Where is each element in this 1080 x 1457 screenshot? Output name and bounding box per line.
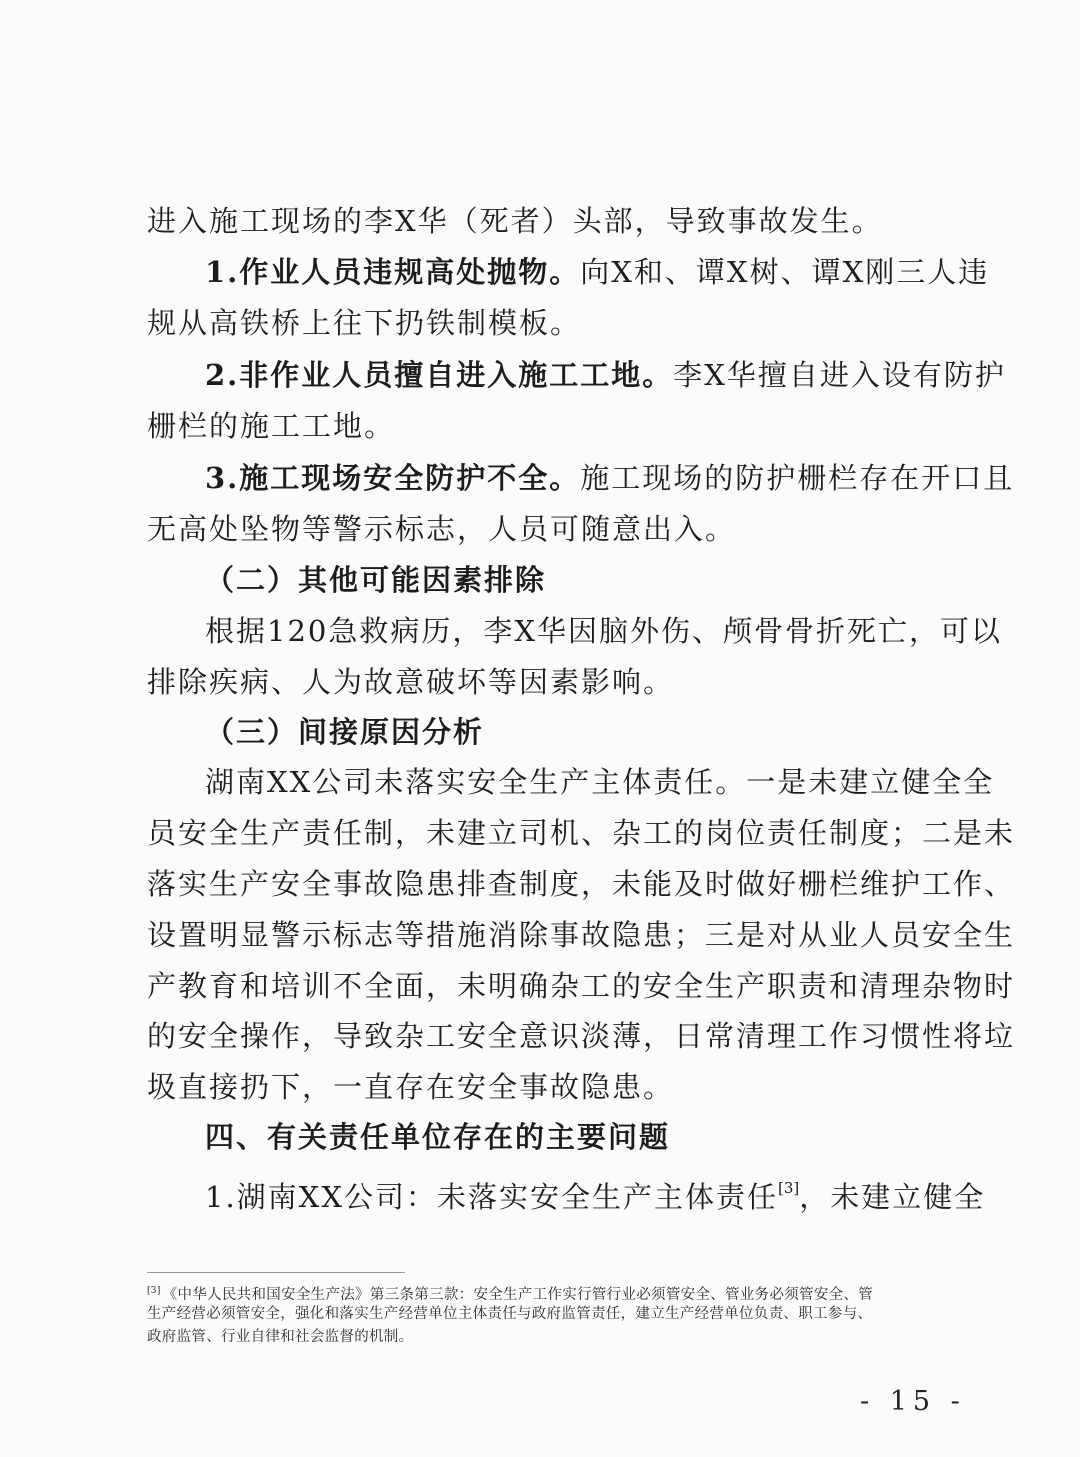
paragraph-text: 1.湖南XX公司：未落实安全生产主体责任 (205, 1180, 778, 1214)
section-heading-responsible-units: 四、有关责任单位存在的主要问题 (205, 1120, 671, 1154)
list-item-2 (205, 357, 1006, 393)
list-item-text: 施工现场的防护栅栏存在开口且 (580, 461, 1015, 495)
paragraph-line: 湖南XX公司未落实安全生产主体责任。一是未建立健全全 (205, 765, 995, 799)
paragraph-line: 员安全生产责任制，未建立司机、杂工的岗位责任制度；二是未 (147, 816, 1016, 850)
paragraph-line: 产教育和培训不全面，未明确杂工的安全生产职责和清理杂物时 (147, 969, 1016, 1003)
list-item-1-continuation: 规从高铁桥上往下扔铁制模板。 (147, 306, 582, 340)
footnote-text: 《中华人民共和国安全生产法》第三条第三款：安全生产工作实行管行业必须管安全、管业务必须管安全、管 (162, 1287, 874, 1303)
list-item-lead: 1.作业人员违规高处抛物。 (205, 255, 581, 289)
paragraph-line: 设置明显警示标志等措施消除事故隐患；三是对从业人员安全生 (147, 918, 1016, 952)
list-item-3-continuation: 无高处坠物等警示标志，人员可随意出入。 (147, 512, 737, 546)
paragraph-line: 进入施工现场的李X华（死者）头部，导致事故发生。 (147, 204, 883, 238)
section-heading-other-factors: （二）其他可能因素排除 (205, 563, 547, 597)
paragraph-line: 根据120急救病历，李X华因脑外伤、颅骨骨折死亡，可以 (205, 614, 1002, 648)
paragraph-line: 落实生产安全事故隐患排查制度，未能及时做好栅栏维护工作、 (147, 867, 1016, 901)
list-item-3 (205, 460, 1015, 496)
section-heading-indirect-causes: （三）间接原因分析 (205, 715, 485, 749)
footnote-line: 生产经营必须管安全，强化和落实生产经营单位主体责任与政府监管责任，建立生产经营单位负责、职工参与、 (147, 1306, 873, 1322)
page-number: - 15 - (860, 1386, 966, 1417)
list-item-lead: 2.非作业人员擅自进入施工工地。 (205, 358, 674, 392)
footnote-line: 政府监管、行业自律和社会监督的机制。 (147, 1329, 414, 1345)
paragraph-line: 圾直接扔下，一直存在安全事故隐患。 (147, 1070, 675, 1104)
footnote-line (147, 1280, 947, 1302)
list-item-1 (205, 254, 990, 290)
paragraph-line: 的安全操作，导致杂工安全意识淡薄，日常清理工作习惯性将垃 (147, 1019, 1016, 1053)
paragraph-line: 排除疾病、人为故意破坏等因素影响。 (147, 665, 675, 699)
list-item-lead: 3.施工现场安全防护不全。 (205, 461, 581, 495)
footnote-reference[interactable]: [3] (777, 1179, 800, 1197)
footnote-separator (147, 1272, 405, 1273)
paragraph-line (205, 1170, 986, 1214)
list-item-2-continuation: 栅栏的施工工地。 (147, 409, 396, 443)
footnote-marker: [3] (147, 1286, 161, 1296)
list-item-text: 向X和、谭X树、谭X刚三人违 (580, 255, 990, 289)
list-item-text: 李X华擅自进入设有防护 (673, 358, 1006, 392)
paragraph-text: ，未建立健全 (799, 1180, 986, 1214)
